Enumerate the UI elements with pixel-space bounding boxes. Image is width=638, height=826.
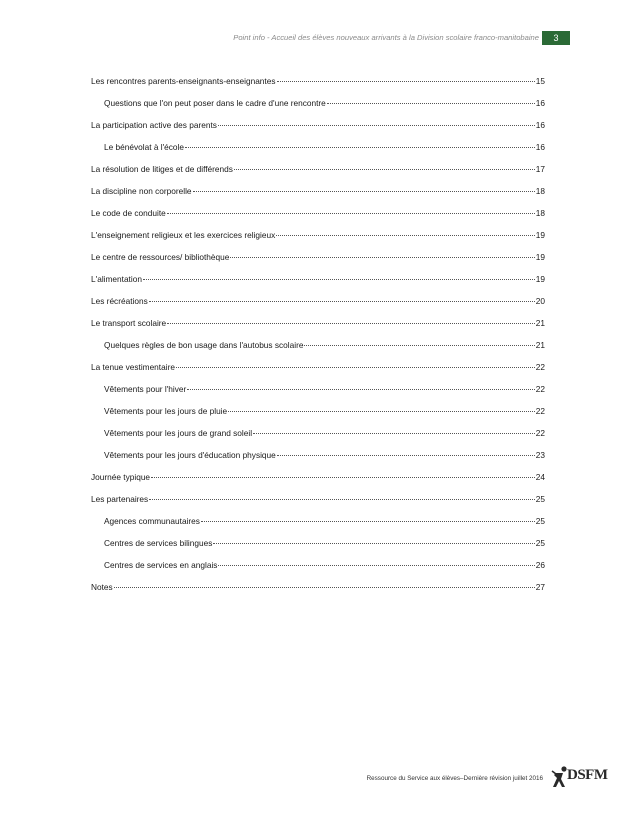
toc-entry[interactable] bbox=[91, 466, 545, 488]
toc-entry-page: 19 bbox=[535, 252, 545, 262]
toc-entry-title: La tenue vestimentaire bbox=[91, 362, 175, 372]
toc-entry-page: 26 bbox=[535, 560, 545, 570]
toc-entry-page: 22 bbox=[535, 384, 545, 394]
toc-entry-title: Le code de conduite bbox=[91, 208, 166, 218]
toc-entry[interactable] bbox=[91, 576, 545, 598]
toc-dot-leader bbox=[176, 366, 535, 368]
toc-dot-leader bbox=[230, 256, 534, 258]
toc-entry-title: Les récréations bbox=[91, 296, 148, 306]
toc-entry[interactable] bbox=[91, 246, 545, 268]
toc-entry[interactable] bbox=[91, 488, 545, 510]
toc-entry-title: La résolution de litiges et de différends bbox=[91, 164, 233, 174]
toc-entry[interactable] bbox=[91, 356, 545, 378]
toc-dot-leader bbox=[218, 124, 535, 126]
toc-entry-page: 18 bbox=[535, 186, 545, 196]
toc-entry[interactable] bbox=[91, 92, 545, 114]
toc-entry-page: 22 bbox=[535, 362, 545, 372]
toc-entry-page: 16 bbox=[535, 142, 545, 152]
toc-entry[interactable] bbox=[91, 290, 545, 312]
header-title: Point info - Accueil des élèves nouveaux arrivants à la Division scolaire franco-manitobaine bbox=[233, 33, 539, 42]
toc-dot-leader bbox=[213, 542, 534, 544]
toc-entry[interactable] bbox=[91, 532, 545, 554]
toc-entry-page: 16 bbox=[535, 120, 545, 130]
toc-entry-page: 15 bbox=[535, 76, 545, 86]
toc-entry-title: Le bénévolat à l'école bbox=[104, 142, 185, 152]
toc-dot-leader bbox=[149, 300, 535, 302]
page-footer bbox=[0, 767, 638, 792]
toc-entry-page: 27 bbox=[535, 582, 545, 592]
toc-entry-page: 22 bbox=[535, 406, 545, 416]
toc-entry[interactable] bbox=[91, 70, 545, 92]
toc-dot-leader bbox=[228, 410, 535, 412]
toc-entry[interactable] bbox=[91, 378, 545, 400]
toc-entry[interactable] bbox=[91, 268, 545, 290]
toc-entry-title: L'alimentation bbox=[91, 274, 142, 284]
toc-entry-page: 22 bbox=[535, 428, 545, 438]
toc-entry-page: 25 bbox=[535, 516, 545, 526]
toc-entry-title: La discipline non corporelle bbox=[91, 186, 192, 196]
toc-entry[interactable] bbox=[91, 444, 545, 466]
toc-entry[interactable] bbox=[91, 114, 545, 136]
toc-entry-title: Journée typique bbox=[91, 472, 151, 482]
toc-entry-page: 17 bbox=[535, 164, 545, 174]
toc-entry-page: 25 bbox=[535, 494, 545, 504]
toc-entry-page: 21 bbox=[535, 318, 545, 328]
toc-entry-page: 23 bbox=[535, 450, 545, 460]
toc-entry[interactable] bbox=[91, 554, 545, 576]
toc-dot-leader bbox=[143, 278, 535, 280]
toc-entry-title: Quelques règles de bon usage dans l'autobus scolaire bbox=[104, 340, 304, 350]
toc-dot-leader bbox=[304, 344, 534, 346]
toc-dot-leader bbox=[277, 454, 535, 456]
page-header bbox=[0, 31, 638, 45]
toc-entry-title: Notes bbox=[91, 582, 113, 592]
toc-entry-page: 24 bbox=[535, 472, 545, 482]
toc-entry-title: Le transport scolaire bbox=[91, 318, 167, 328]
toc-dot-leader bbox=[187, 388, 534, 390]
toc-entry-title: Centres de services en anglais bbox=[104, 560, 218, 570]
toc-entry[interactable] bbox=[91, 400, 545, 422]
toc-entry[interactable] bbox=[91, 180, 545, 202]
logo-text: DSFM bbox=[567, 767, 608, 783]
dsfm-logo bbox=[548, 765, 618, 789]
toc-entry[interactable] bbox=[91, 136, 545, 158]
toc-entry[interactable] bbox=[91, 510, 545, 532]
toc-entry-page: 25 bbox=[535, 538, 545, 548]
toc-dot-leader bbox=[167, 212, 535, 214]
toc-entry-title: Vêtements pour les jours de pluie bbox=[104, 406, 228, 416]
toc-dot-leader bbox=[114, 586, 535, 588]
toc-dot-leader bbox=[151, 476, 535, 478]
toc-entry[interactable] bbox=[91, 202, 545, 224]
toc-entry-title: Centres de services bilingues bbox=[104, 538, 213, 548]
toc-entry-title: Vêtements pour les jours d'éducation physique bbox=[104, 450, 276, 460]
toc-entry-page: 20 bbox=[535, 296, 545, 306]
toc-entry-title: Les partenaires bbox=[91, 494, 149, 504]
toc-entry-page: 21 bbox=[535, 340, 545, 350]
toc-entry-page: 19 bbox=[535, 274, 545, 284]
toc-dot-leader bbox=[149, 498, 535, 500]
toc-entry-title: Les rencontres parents-enseignants-enseignantes bbox=[91, 76, 276, 86]
toc-dot-leader bbox=[253, 432, 535, 434]
toc-entry-title: Le centre de ressources/ bibliothèque bbox=[91, 252, 230, 262]
toc-entry[interactable] bbox=[91, 334, 545, 356]
toc-entry-page: 16 bbox=[535, 98, 545, 108]
toc-dot-leader bbox=[276, 234, 535, 236]
toc-entry-title: La participation active des parents bbox=[91, 120, 217, 130]
toc-entry-page: 19 bbox=[535, 230, 545, 240]
toc-entry[interactable] bbox=[91, 312, 545, 334]
toc-entry-title: Vêtements pour les jours de grand soleil bbox=[104, 428, 253, 438]
toc-dot-leader bbox=[234, 168, 535, 170]
toc-dot-leader bbox=[327, 102, 535, 104]
toc-entry-title: Questions que l'on peut poser dans le cadre d'une rencontre bbox=[104, 98, 326, 108]
toc-entry[interactable] bbox=[91, 224, 545, 246]
toc-dot-leader bbox=[193, 190, 535, 192]
toc-dot-leader bbox=[201, 520, 535, 522]
toc-entry[interactable] bbox=[91, 422, 545, 444]
toc-dot-leader bbox=[185, 146, 535, 148]
toc-entry-title: Vêtements pour l'hiver bbox=[104, 384, 187, 394]
footer-text: Ressource du Service aux élèves–Dernière révision juillet 2016 bbox=[366, 775, 543, 782]
toc-dot-leader bbox=[277, 80, 535, 82]
toc-entry-title: L'enseignement religieux et les exercices religieux bbox=[91, 230, 276, 240]
page-number-badge: 3 bbox=[542, 31, 570, 45]
table-of-contents bbox=[91, 70, 545, 598]
toc-dot-leader bbox=[218, 564, 534, 566]
toc-entry[interactable] bbox=[91, 158, 545, 180]
toc-entry-page: 18 bbox=[535, 208, 545, 218]
toc-entry-title: Agences communautaires bbox=[104, 516, 200, 526]
toc-dot-leader bbox=[167, 322, 535, 324]
